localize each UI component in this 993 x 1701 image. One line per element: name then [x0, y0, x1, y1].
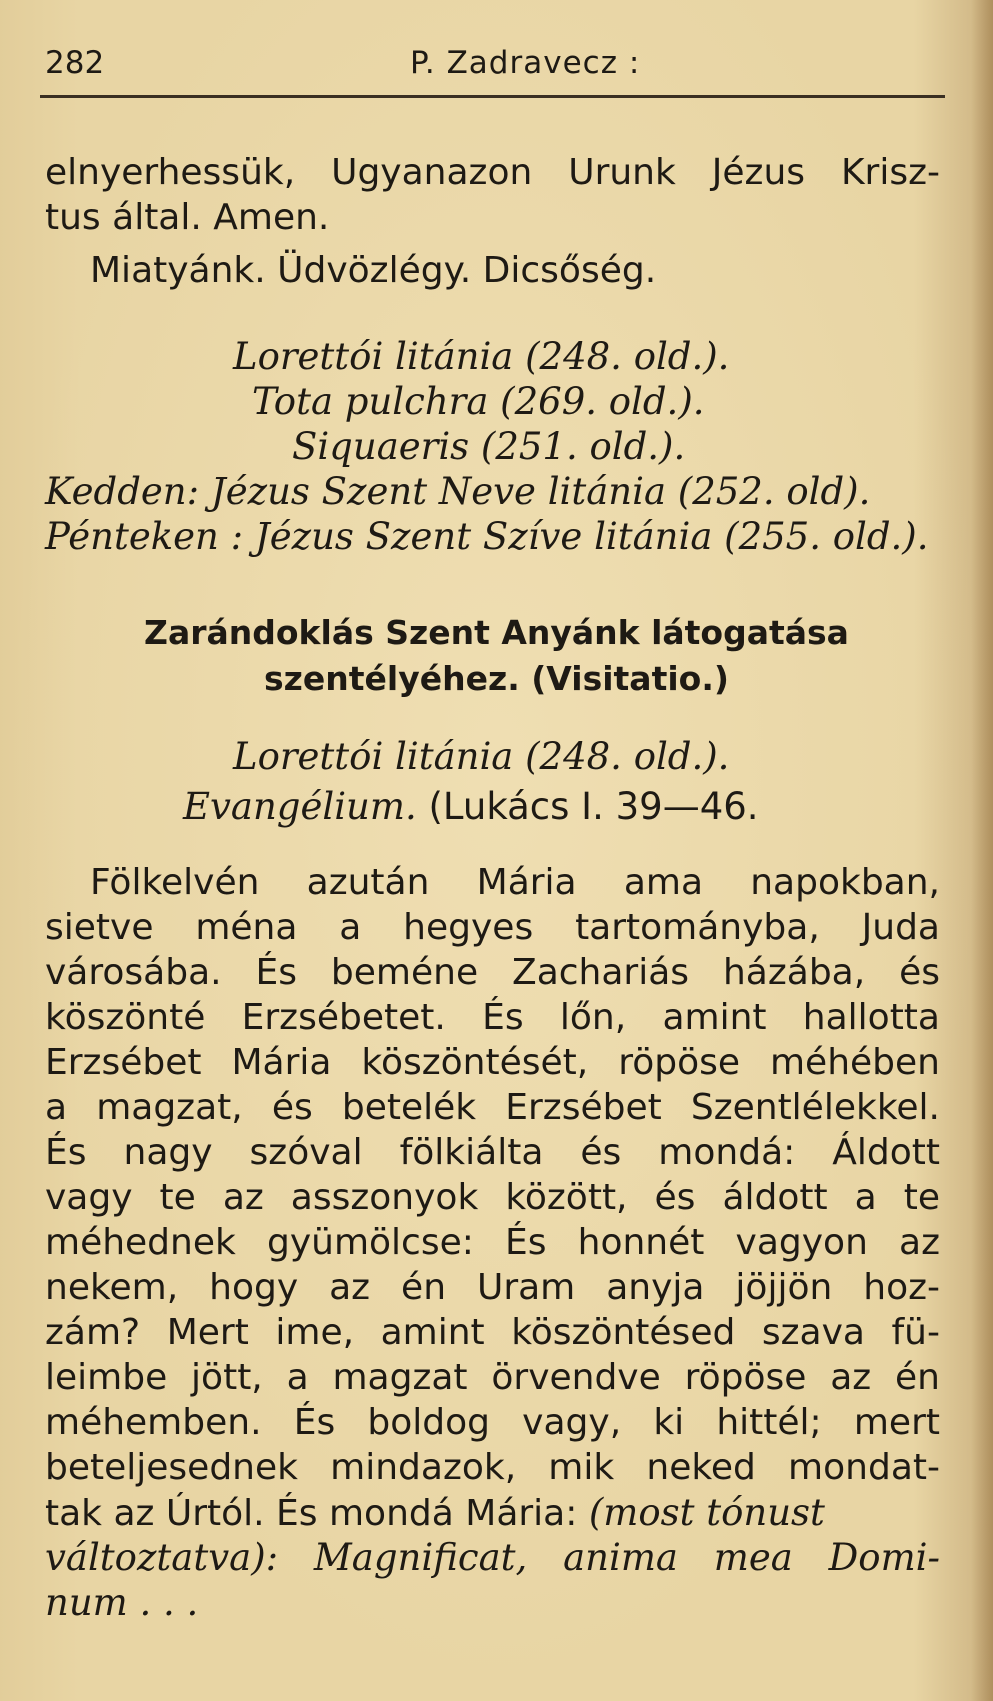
gospel-line: méhednek gyümölcse: És honnét vagyon az — [45, 1222, 940, 1263]
header-rule — [40, 95, 945, 98]
reference-loretto: Lorettói litánia (248. old.). — [233, 335, 730, 378]
section-heading — [0, 610, 993, 702]
gospel-line-italic: (most tónust — [588, 1491, 825, 1534]
gospel-reference: (Lukács I. 39—46. — [428, 785, 759, 828]
gospel-line: beteljesednek mindazok, mik neked mondat- — [45, 1447, 940, 1488]
intro-line: tus által. Amen. — [45, 197, 330, 238]
reference-tuesday: Kedden: Jézus Szent Neve litánia (252. old). — [45, 470, 871, 513]
page-edge-shadow — [971, 0, 993, 1701]
section-reference-loretto: Lorettói litánia (248. old.). — [233, 735, 730, 778]
gospel-line: Fölkelvén azután Mária ama napokban, — [90, 862, 940, 903]
gospel-line: num . . . — [45, 1581, 199, 1624]
running-title: P. Zadravecz : — [410, 45, 641, 81]
gospel-line-plain: tak az Úrtól. És mondá Mária: — [45, 1493, 578, 1534]
gospel-line: nekem, hogy az én Uram anyja jöjjön hoz- — [45, 1267, 940, 1308]
gospel-line: Erzsébet Mária köszöntését, röpöse méhében — [45, 1042, 940, 1083]
gospel-line: a magzat, és betelék Erzsébet Szentlélekkel. — [45, 1087, 940, 1128]
gospel-line: változtatva): Magnificat, anima mea Domi- — [45, 1536, 940, 1579]
gospel-line: vagy te az asszonyok között, és áldott a te — [45, 1177, 940, 1218]
intro-paragraph — [45, 150, 940, 293]
gospel-line: méhemben. És boldog vagy, ki hittél; mert — [45, 1402, 940, 1443]
gospel-label: Evangélium. — [183, 785, 417, 828]
running-head — [45, 45, 950, 95]
reference-siquaeris: Siquaeris (251. old.). — [292, 425, 686, 468]
gospel-line — [45, 1490, 940, 1535]
gospel-citation — [183, 785, 759, 828]
gospel-line: És nagy szóval fölkiálta és mondá: Áldott — [45, 1132, 940, 1173]
gospel-line: sietve ména a hegyes tartományba, Juda — [45, 907, 940, 948]
gospel-line: leimbe jött, a magzat örvendve röpöse az én — [45, 1357, 940, 1398]
page-number: 282 — [45, 45, 105, 81]
gospel-text — [45, 860, 940, 1625]
intro-line: elnyerhessük, Ugyanazon Urunk Jézus Krisz- — [45, 152, 940, 193]
reference-friday: Pénteken : Jézus Szent Szíve litánia (255. old.). — [45, 515, 929, 558]
gospel-line: köszönté Erzsébetet. És lőn, amint hallotta — [45, 997, 940, 1038]
section-heading-line: Zarándoklás Szent Anyánk látogatása — [144, 613, 849, 652]
gospel-line: városába. És beméne Zachariás házába, és — [45, 952, 940, 993]
reference-tota-pulchra: Tota pulchra (269. old.). — [252, 380, 705, 423]
gospel-line: zám? Mert ime, amint köszöntésed szava fü- — [45, 1312, 940, 1353]
prayer-list: Miatyánk. Üdvözlégy. Dicsőség. — [90, 250, 657, 291]
section-heading-line: szentélyéhez. (Visitatio.) — [264, 659, 729, 698]
